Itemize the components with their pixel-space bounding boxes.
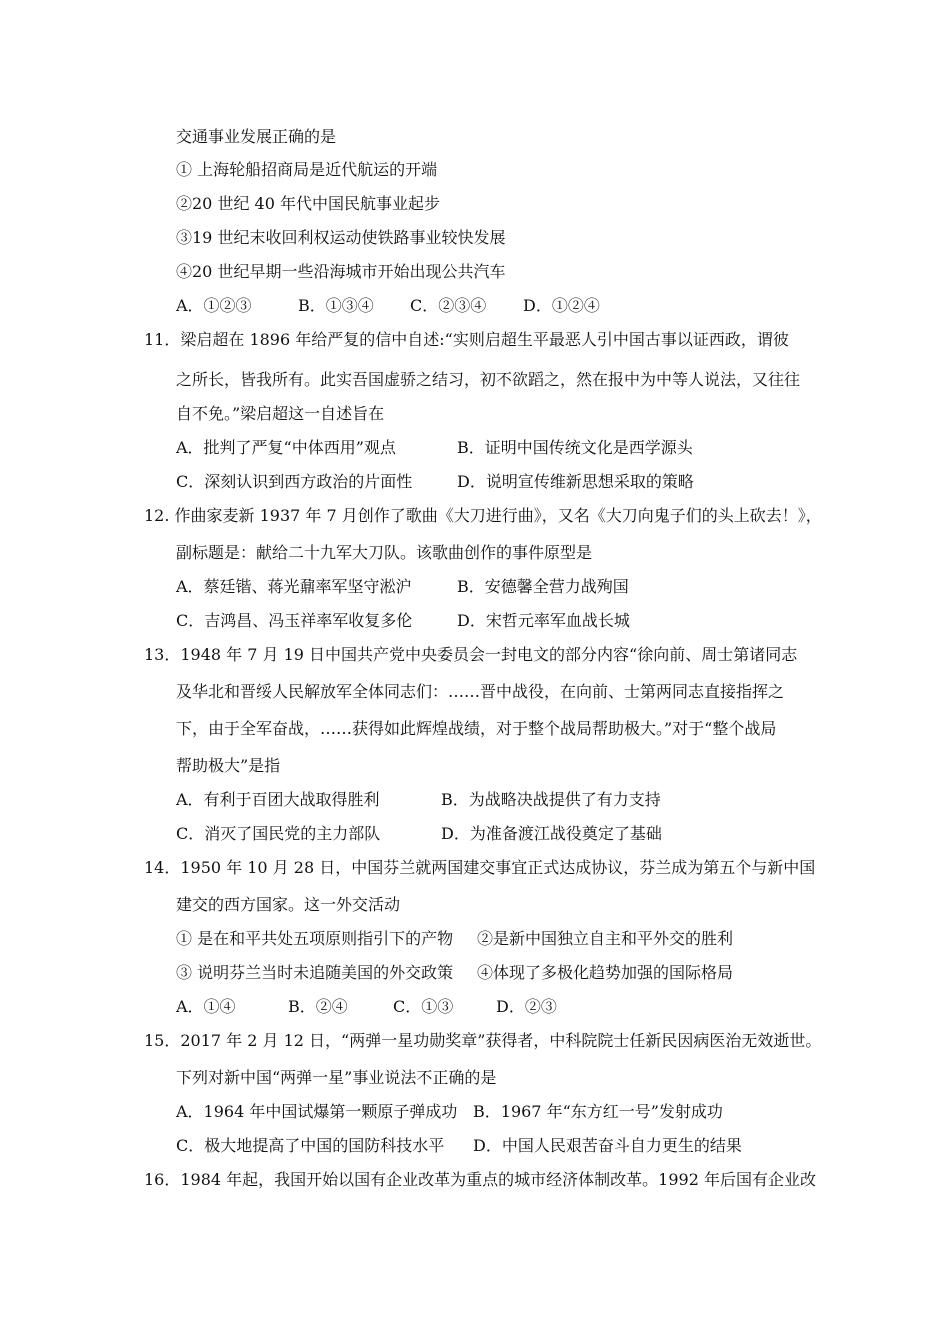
option-b: B．安德馨全营力战殉国: [457, 577, 629, 596]
option-a: A．①②③: [176, 296, 252, 315]
option-d: D．宋哲元率军血战长城: [457, 611, 630, 630]
statement-2: ②是新中国独立自主和平外交的胜利: [477, 929, 734, 948]
question-10-stem-tail: 交通事业发展正确的是: [176, 127, 337, 146]
statement-2: ②20 世纪 40 年代中国民航事业起步: [176, 194, 440, 213]
statement-3: ③ 说明芬兰当时未追随美国的外交政策: [176, 963, 454, 982]
option-c: C．①③: [393, 997, 454, 1016]
option-c: C．深刻认识到西方政治的片面性: [176, 472, 413, 491]
option-a: A．批判了严复“中体西用”观点: [176, 438, 396, 457]
question-11-stem-line-2: 之所长，皆我所有。此实吾国虚骄之结习，初不欲蹈之，然在报中为中等人说法，又往往: [176, 370, 801, 389]
question-15-stem-line-2: 下列对新中国“两弹一星”事业说法不正确的是: [176, 1068, 497, 1087]
option-c: C．吉鸿昌、冯玉祥率军收复多伦: [176, 611, 413, 630]
option-a: A．1964 年中国试爆第一颗原子弹成功: [176, 1102, 458, 1121]
statement-4: ④20 世纪早期一些沿海城市开始出现公共汽车: [176, 262, 506, 281]
question-15-stem: 15．2017 年 2 月 12 日，“两弹一星功勋奖章”获得者，中科院院士任新民因病医治无效逝世。: [144, 1031, 822, 1050]
statement-3: ③19 世纪末收回利权运动使铁路事业较快发展: [176, 228, 506, 247]
option-d: D．中国人民艰苦奋斗自力更生的结果: [473, 1136, 742, 1155]
option-b: B．1967 年“东方红一号”发射成功: [473, 1102, 723, 1121]
question-10-options: [176, 295, 776, 317]
option-d: D．为准备渡江战役奠定了基础: [441, 824, 662, 843]
option-d: D．②③: [496, 997, 557, 1016]
option-a: A．①④: [176, 997, 236, 1016]
statement-4: ④体现了多极化趋势加强的国际格局: [477, 963, 734, 982]
question-13-stem-line-4: 帮助极大”是指: [176, 756, 281, 775]
question-12-stem: 12. 作曲家麦新 1937 年 7 月创作了歌曲《大刀进行曲》，又名《大刀向鬼子们的头上砍去！》，: [144, 506, 822, 525]
question-12-stem-line-2: 副标题是：献给二十九军大刀队。该歌曲创作的事件原型是: [176, 543, 593, 562]
question-13-stem-line-2: 及华北和晋绥人民解放军全体同志们：……晋中战役，在向前、士第两同志直接指挥之: [176, 682, 785, 701]
question-11-stem: 11．梁启超在 1896 年给严复的信中自述:“实则启超生平最恶人引中国古事以证西政，谓彼: [144, 330, 789, 349]
option-c: C．极大地提高了中国的国防科技水平: [176, 1136, 445, 1155]
statement-1: ① 上海轮船招商局是近代航运的开端: [176, 160, 438, 179]
question-14-options: [176, 996, 776, 1018]
question-16-stem: 16．1984 年起，我国开始以国有企业改革为重点的城市经济体制改革。1992 年后国有企业改: [144, 1170, 816, 1189]
option-d: D．①②④: [523, 296, 600, 315]
option-b: B．证明中国传统文化是西学源头: [457, 438, 693, 457]
question-13-stem: 13．1948 年 7 月 19 日中国共产党中央委员会一封电文的部分内容“徐向前、周士第诸同志: [144, 645, 798, 664]
option-b: B．为战略决战提供了有力支持: [441, 790, 661, 809]
statement-1: ① 是在和平共处五项原则指引下的产物: [176, 929, 454, 948]
question-11-stem-line-3: 自不免。”梁启超这一自述旨在: [176, 404, 385, 423]
option-a: A．蔡廷锴、蒋光鼐率军坚守淞沪: [176, 577, 412, 596]
option-a: A．有利于百团大战取得胜利: [176, 790, 380, 809]
question-14-stem-line-2: 建交的西方国家。这一外交活动: [176, 895, 401, 914]
option-b: B．①③④: [298, 296, 374, 315]
question-14-stem: 14．1950 年 10 月 28 日，中国芬兰就两国建交事宜正式达成协议，芬兰成为第五个与新中国: [144, 858, 816, 877]
option-c: C．消灭了国民党的主力部队: [176, 824, 381, 843]
option-b: B．②④: [288, 997, 348, 1016]
option-c: C．②③④: [410, 296, 487, 315]
question-13-stem-line-3: 下，由于全军奋战，……获得如此辉煌战绩，对于整个战局帮助极大。”对于“整个战局: [176, 719, 777, 738]
option-d: D．说明宣传维新思想采取的策略: [457, 472, 694, 491]
